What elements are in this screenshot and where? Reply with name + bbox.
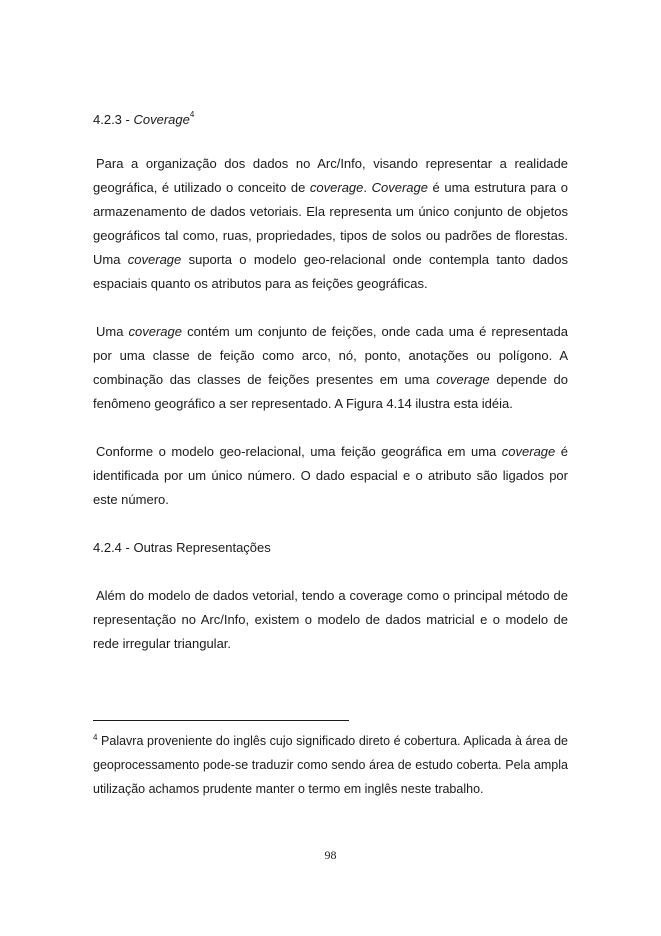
paragraph-geo-relational [93, 440, 568, 512]
italic-term: coverage [501, 444, 556, 459]
italic-term: coverage [309, 180, 364, 195]
text-run: Para a organização dos dados no Arc/Info, visando representar a realidade geográfica, é utilizado o conceito de [93, 156, 568, 195]
italic-term: coverage [127, 252, 182, 267]
footnote [93, 726, 568, 801]
section-heading-4-2-4: 4.2.4 - Outras Representações [93, 540, 271, 555]
text-run: é uma estrutura para o armazenamento de dados vetoriais. Ela representa um único conjunto de objetos geográficos tal como, ruas, propriedades, tipos de solos ou padrões de florestas. Uma [93, 180, 568, 267]
text-run: Conforme o modelo geo-relacional, uma feição geográfica em uma [96, 444, 502, 459]
section-title: Coverage [133, 112, 190, 127]
text-run: é identificada por um único número. O dado espacial e o atributo são ligados por este número. [93, 444, 568, 507]
section-heading-4-2-3 [93, 110, 568, 127]
footnote-reference[interactable]: 4 [189, 110, 195, 119]
paragraph-coverage-features [93, 320, 568, 416]
text-run: contém um conjunto de feições, onde cada uma é representada por uma classe de feição como arco, nó, ponto, anotações ou polígono. A combinação das classes de feições presentes em uma [93, 324, 568, 387]
text-run: Uma [96, 324, 129, 339]
footnote-text: Palavra proveniente do inglês cujo significado direto é cobertura. Aplicada à área de geoprocessamento pode-se traduzir como sendo área de estudo coberta. Pela ampla utilização achamos prudente manter o termo em inglês neste trabalho. [93, 734, 568, 796]
text-run: depende do fenômeno geográfico a ser representado. A Figura 4.14 ilustra esta idéia. [93, 372, 569, 411]
paragraph-coverage-definition [93, 152, 568, 296]
italic-term: Coverage [371, 180, 428, 195]
footnote-marker: 4 [93, 733, 98, 742]
paragraph-other-representations: Além do modelo de dados vetorial, tendo a coverage como o principal método de representação no Arc/Info, existem o modelo de dados matricial e o modelo de rede irregular triangular. [93, 588, 568, 651]
italic-term: coverage [436, 372, 490, 387]
text-run: . [363, 180, 372, 195]
footnote-divider [93, 720, 349, 721]
section-number: 4.2.3 - [93, 112, 134, 127]
text-run: suporta o modelo geo-relacional onde contempla tanto dados espaciais quanto os atributos para as feições geográficas. [93, 252, 568, 291]
italic-term: coverage [128, 324, 182, 339]
page-number: 98 [324, 848, 337, 862]
